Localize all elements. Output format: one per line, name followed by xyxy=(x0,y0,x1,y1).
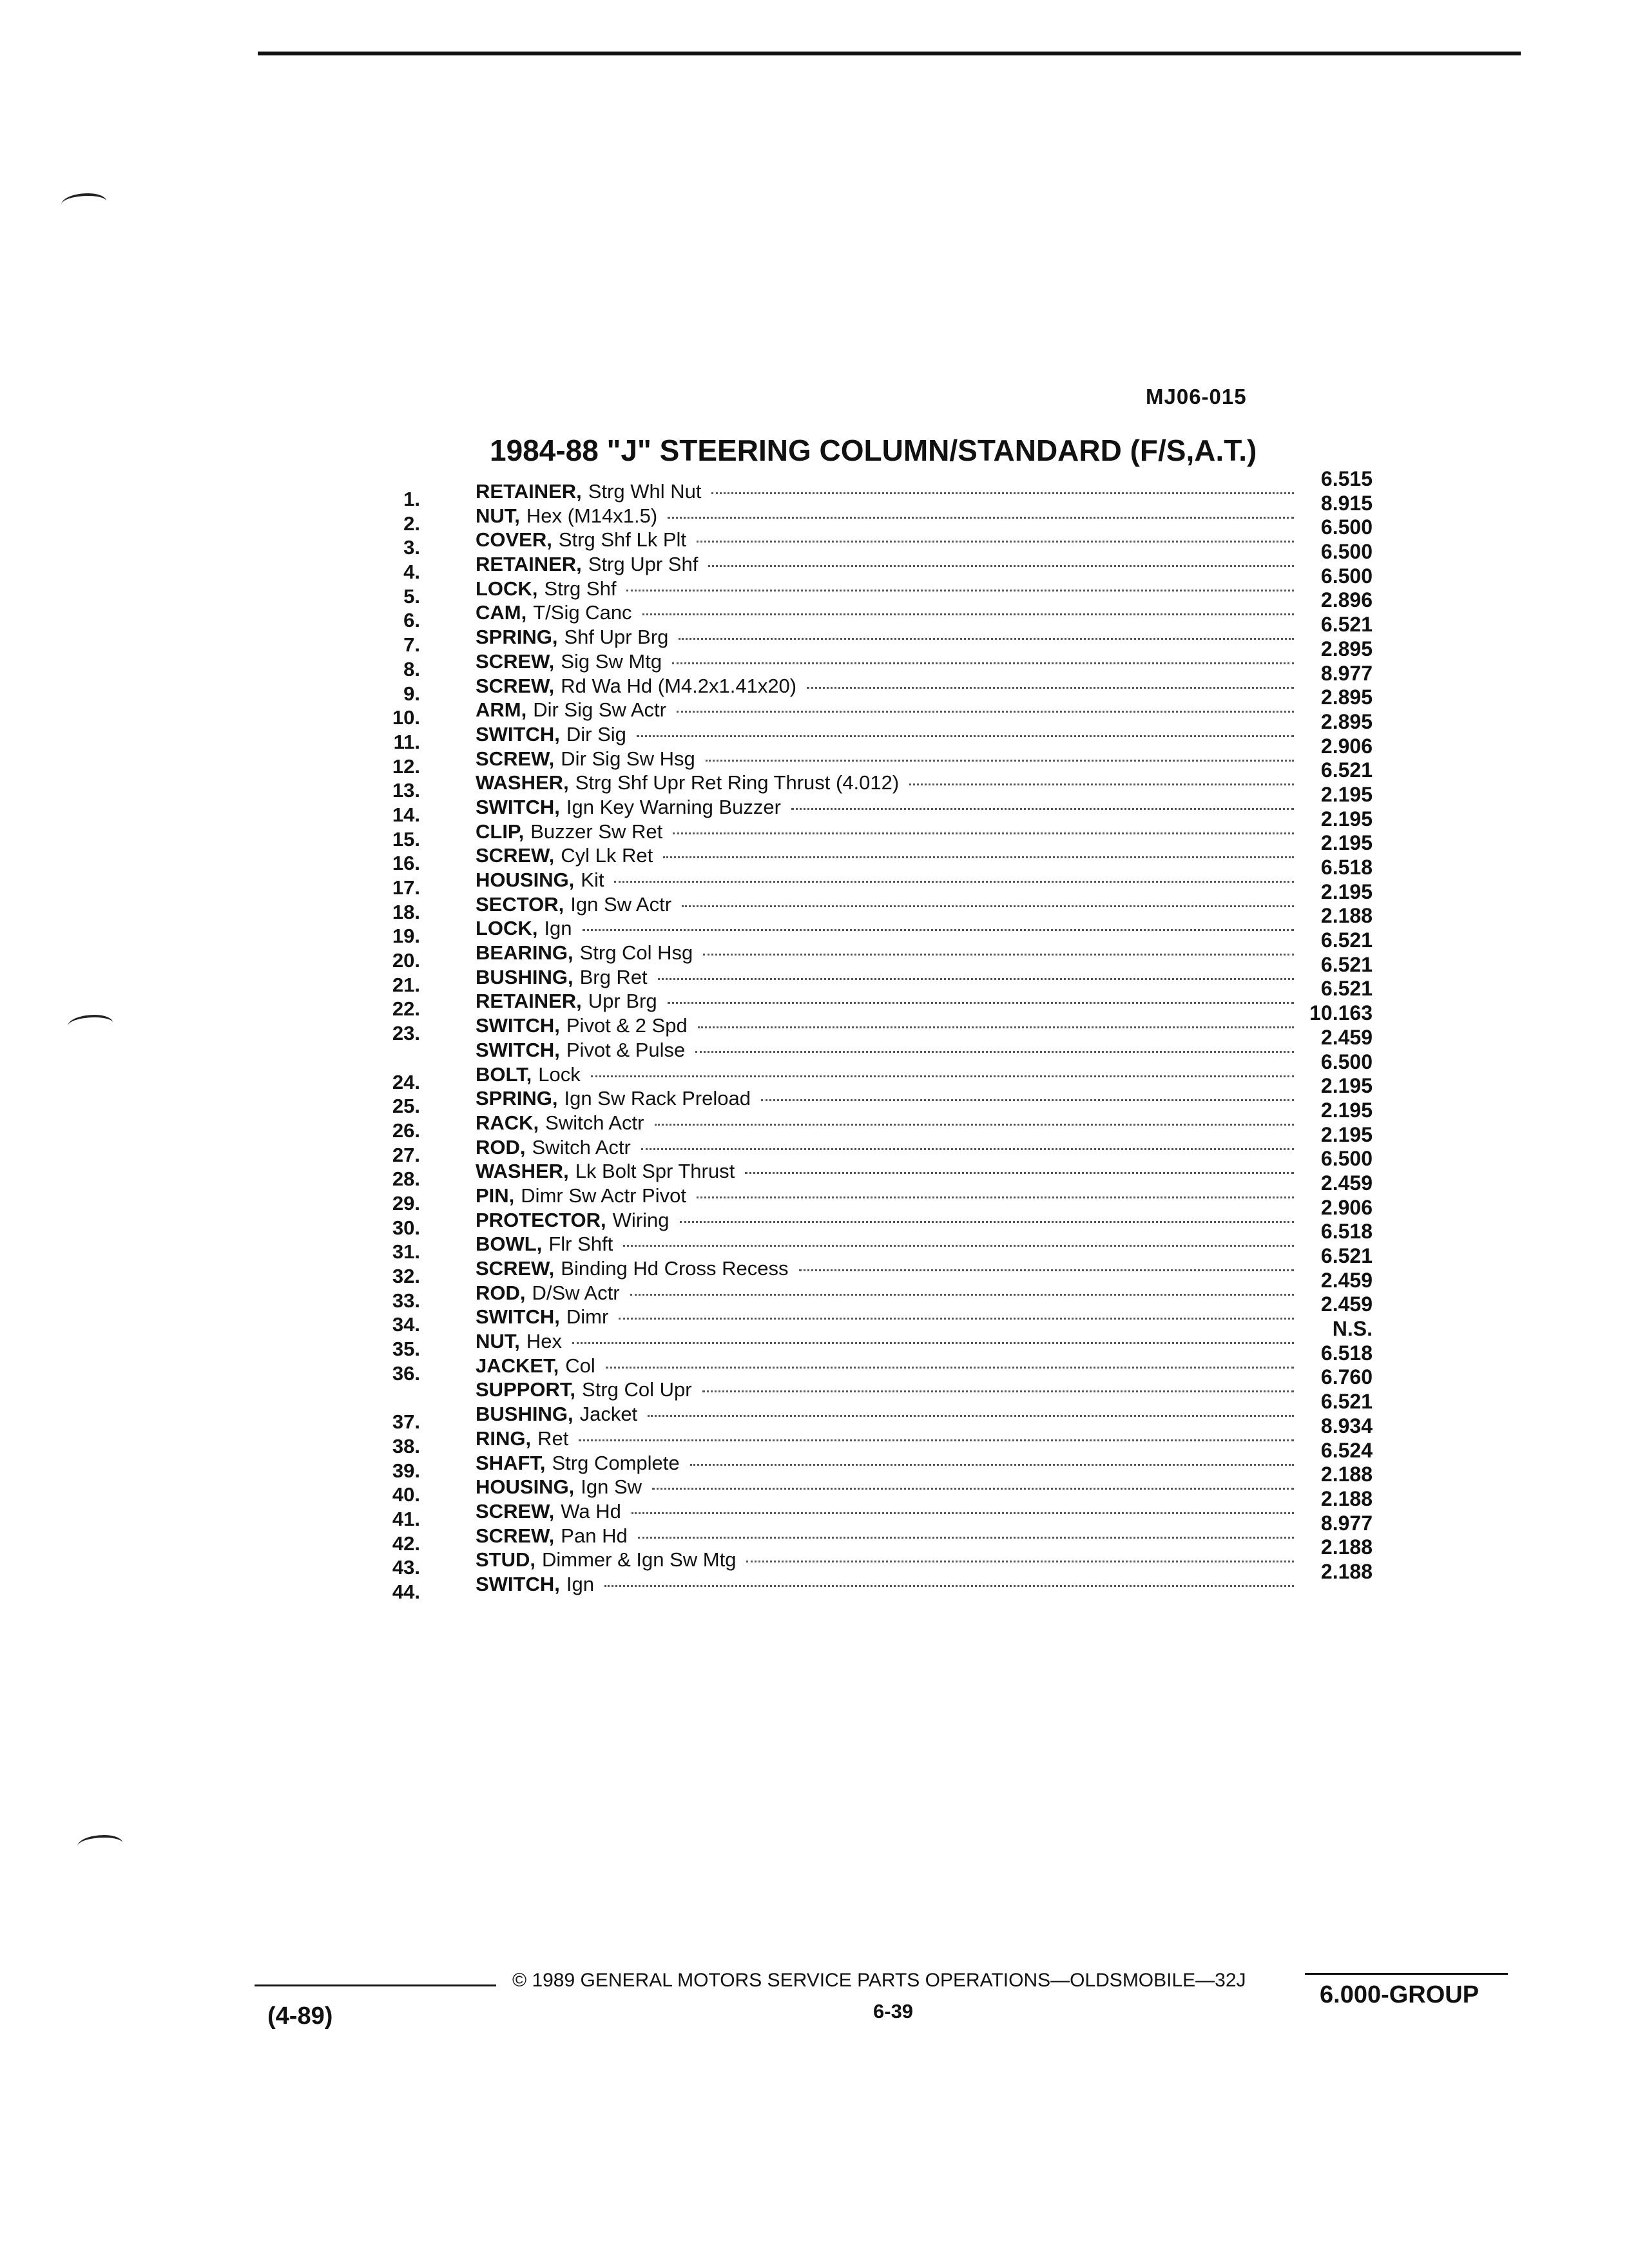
part-description xyxy=(476,480,1294,503)
dot-leader xyxy=(631,1512,1294,1514)
part-number: 38. xyxy=(392,1434,420,1457)
part-name: SWITCH, xyxy=(476,1038,560,1061)
dot-leader xyxy=(614,881,1294,883)
part-number: 32. xyxy=(392,1265,420,1287)
part-name: BUSHING, xyxy=(476,965,574,988)
part-name: RACK, xyxy=(476,1111,539,1134)
group-number: 6.521 xyxy=(1320,1244,1373,1267)
part-detail: Ign Sw xyxy=(581,1475,642,1499)
part-description xyxy=(476,990,1294,1013)
part-description xyxy=(476,1184,1294,1207)
part-description xyxy=(476,820,1294,843)
part-number: 23. xyxy=(392,1022,420,1045)
part-description xyxy=(476,723,1294,746)
group-number: 6.760 xyxy=(1320,1365,1373,1389)
part-name: STUD, xyxy=(476,1548,535,1571)
part-name: NUT, xyxy=(476,1330,520,1353)
part-detail: Cyl Lk Ret xyxy=(561,844,653,867)
dot-leader xyxy=(679,638,1294,640)
dot-leader xyxy=(606,1367,1294,1369)
group-number: 2.459 xyxy=(1320,1268,1373,1292)
part-number: 43. xyxy=(392,1556,420,1579)
group-number: 2.459 xyxy=(1320,1025,1373,1049)
part-number: 26. xyxy=(392,1119,420,1142)
dot-leader xyxy=(807,687,1294,689)
part-detail: Strg Shf xyxy=(544,577,617,600)
part-name: RETAINER, xyxy=(476,553,582,576)
part-description xyxy=(476,1087,1294,1110)
part-detail: Ret xyxy=(537,1427,569,1450)
group-number: 6.521 xyxy=(1320,977,1373,1001)
part-description xyxy=(476,1427,1294,1450)
part-number: 13. xyxy=(392,779,420,802)
part-number: 25. xyxy=(392,1095,420,1118)
dot-leader xyxy=(702,1390,1294,1392)
part-description xyxy=(476,675,1294,698)
dot-leader xyxy=(761,1099,1294,1101)
part-description xyxy=(476,771,1294,794)
part-description xyxy=(476,1209,1294,1232)
dot-leader xyxy=(698,1026,1294,1028)
part-description xyxy=(476,747,1294,771)
part-row xyxy=(374,977,1392,1021)
part-number: 6. xyxy=(403,609,420,632)
part-name: NUT, xyxy=(476,504,520,527)
part-description xyxy=(476,1573,1294,1596)
part-name: COVER, xyxy=(476,528,552,552)
part-number: 24. xyxy=(392,1070,420,1093)
dot-leader xyxy=(672,662,1294,664)
punch-mark xyxy=(61,193,106,213)
part-name: WASHER, xyxy=(476,1160,569,1183)
part-detail: Strg Complete xyxy=(552,1451,680,1474)
group-number: 6.521 xyxy=(1320,613,1373,637)
punch-mark xyxy=(68,1015,113,1034)
dot-leader xyxy=(623,1245,1294,1247)
dot-leader xyxy=(579,1439,1294,1441)
dot-leader xyxy=(682,905,1294,907)
part-description xyxy=(476,626,1294,649)
part-detail: Dimr Sw Actr Pivot xyxy=(521,1184,686,1207)
part-number: 35. xyxy=(392,1338,420,1361)
part-name: SCREW, xyxy=(476,844,555,867)
parts-list xyxy=(374,467,1392,1603)
part-description xyxy=(476,1014,1294,1037)
group-number: 8.977 xyxy=(1320,1511,1373,1535)
part-number: 39. xyxy=(392,1459,420,1482)
group-number: 6.518 xyxy=(1320,856,1373,879)
part-description xyxy=(476,1378,1294,1401)
dot-leader xyxy=(583,929,1294,931)
part-name: BUSHING, xyxy=(476,1403,574,1426)
part-detail: Strg Shf Lk Plt xyxy=(558,528,686,552)
part-number: 1. xyxy=(403,488,420,510)
part-number: 44. xyxy=(392,1580,420,1603)
part-name: SPRING, xyxy=(476,1087,558,1110)
part-name: SCREW, xyxy=(476,747,555,770)
part-number: 22. xyxy=(392,997,420,1021)
group-number: 2.895 xyxy=(1320,709,1373,733)
dot-leader xyxy=(690,1464,1294,1466)
part-detail: Ign Sw Actr xyxy=(570,892,672,916)
dot-leader xyxy=(619,1318,1294,1320)
part-description xyxy=(476,553,1294,576)
dot-leader xyxy=(648,1415,1294,1417)
dot-leader xyxy=(673,832,1294,834)
group-number: 8.915 xyxy=(1320,491,1373,515)
part-description xyxy=(476,1500,1294,1523)
part-name: ROD, xyxy=(476,1281,526,1304)
dot-leader xyxy=(697,1196,1294,1198)
part-description xyxy=(476,1257,1294,1280)
dot-leader xyxy=(668,517,1294,519)
part-name: WASHER, xyxy=(476,771,569,794)
part-name: RETAINER, xyxy=(476,480,582,503)
part-description xyxy=(476,505,1294,528)
part-detail: D/Sw Actr xyxy=(532,1281,620,1304)
dot-leader xyxy=(703,954,1294,956)
part-name: BEARING, xyxy=(476,941,574,965)
part-description xyxy=(476,1475,1294,1499)
part-name: SWITCH, xyxy=(476,1305,560,1329)
part-name: PIN, xyxy=(476,1184,515,1207)
dot-leader xyxy=(909,783,1294,785)
group-number: 2.895 xyxy=(1320,686,1373,709)
group-number: 6.524 xyxy=(1320,1438,1373,1462)
group-number: 10.163 xyxy=(1309,1001,1373,1025)
part-name: SCREW, xyxy=(476,649,555,673)
part-description xyxy=(476,601,1294,624)
part-name: SCREW, xyxy=(476,1524,555,1547)
dot-leader xyxy=(641,1148,1294,1150)
part-description xyxy=(476,577,1294,601)
part-detail: Strg Whl Nut xyxy=(588,480,702,503)
part-number: 14. xyxy=(392,803,420,826)
group-number: 2.188 xyxy=(1320,1535,1373,1559)
part-row xyxy=(374,613,1392,657)
dot-leader xyxy=(745,1172,1294,1174)
part-detail: Dir Sig Sw Actr xyxy=(533,698,666,722)
part-number: 29. xyxy=(392,1191,420,1215)
group-number: 6.500 xyxy=(1320,1147,1373,1171)
group-number: 6.500 xyxy=(1320,564,1373,588)
part-description xyxy=(476,1305,1294,1329)
group-number: N.S. xyxy=(1332,1317,1373,1341)
part-number: 28. xyxy=(392,1168,420,1191)
part-number: 37. xyxy=(392,1410,420,1434)
part-detail: Dir Sig xyxy=(566,722,626,745)
group-number: 6.500 xyxy=(1320,540,1373,564)
group-number: 2.459 xyxy=(1320,1171,1373,1195)
part-number: 4. xyxy=(403,561,420,584)
dot-leader xyxy=(626,590,1294,591)
part-number: 12. xyxy=(392,754,420,778)
footer-rule-left xyxy=(255,1984,496,1986)
group-number: 2.195 xyxy=(1320,831,1373,855)
part-number: 3. xyxy=(403,536,420,559)
part-description xyxy=(476,966,1294,989)
part-name: JACKET, xyxy=(476,1354,559,1377)
part-number: 31. xyxy=(392,1240,420,1264)
part-detail: Buzzer Sw Ret xyxy=(530,820,663,843)
part-detail: Col xyxy=(565,1354,595,1377)
part-detail: Brg Ret xyxy=(579,965,648,988)
part-description xyxy=(476,1233,1294,1256)
dot-leader xyxy=(663,856,1294,858)
part-number: 21. xyxy=(392,973,420,996)
group-number: 2.188 xyxy=(1320,1559,1373,1583)
part-description xyxy=(476,528,1294,552)
part-detail: Wa Hd xyxy=(561,1499,621,1523)
part-description xyxy=(476,844,1294,867)
part-detail: Strg Shf Upr Ret Ring Thrust (4.012) xyxy=(575,771,900,794)
part-number: 19. xyxy=(392,925,420,948)
part-detail: Dir Sig Sw Hsg xyxy=(561,747,695,770)
copyright-text: © 1989 GENERAL MOTORS SERVICE PARTS OPERATIONS—OLDSMOBILE—32J xyxy=(512,1970,1246,1991)
dot-leader xyxy=(630,1294,1294,1296)
part-description xyxy=(476,941,1294,965)
part-name: PROTECTOR, xyxy=(476,1208,606,1231)
part-number: 11. xyxy=(393,730,420,753)
part-detail: T/Sig Canc xyxy=(533,601,632,624)
group-number: 6.500 xyxy=(1320,1050,1373,1073)
group-number: 2.906 xyxy=(1320,734,1373,758)
part-name: RETAINER, xyxy=(476,990,582,1013)
part-detail: Pan Hd xyxy=(561,1524,628,1547)
dot-leader xyxy=(655,1124,1295,1126)
part-description xyxy=(476,1063,1294,1086)
part-detail: Upr Brg xyxy=(588,990,657,1013)
part-description xyxy=(476,1403,1294,1426)
page-number: 6-39 xyxy=(873,2000,914,2023)
part-description xyxy=(476,1111,1294,1135)
group-number: 6.515 xyxy=(1320,467,1373,490)
part-number: 27. xyxy=(392,1143,420,1166)
part-name: BOWL, xyxy=(476,1233,543,1256)
part-detail: Lock xyxy=(538,1062,581,1086)
group-number: 8.934 xyxy=(1320,1414,1373,1437)
dot-leader xyxy=(591,1075,1294,1077)
part-name: SPRING, xyxy=(476,626,558,649)
part-description xyxy=(476,796,1294,819)
dot-leader xyxy=(668,1002,1294,1004)
group-number: 2.195 xyxy=(1320,782,1373,806)
dot-leader xyxy=(604,1585,1294,1587)
page-title: 1984-88 "J" STEERING COLUMN/STANDARD (F/S,A.T.) xyxy=(490,434,1257,467)
part-detail: Lk Bolt Spr Thrust xyxy=(575,1160,735,1183)
part-description xyxy=(476,1160,1294,1183)
part-detail: Shf Upr Brg xyxy=(564,626,669,649)
part-description xyxy=(476,1524,1294,1548)
part-number: 20. xyxy=(392,949,420,972)
part-detail: Hex (M14x1.5) xyxy=(526,504,658,527)
doc-code: MJ06-015 xyxy=(1146,385,1247,408)
dot-leader xyxy=(638,1537,1294,1539)
dot-leader xyxy=(708,565,1294,567)
part-detail: Flr Shft xyxy=(548,1233,613,1256)
dot-leader xyxy=(711,492,1294,494)
group-number: 2.906 xyxy=(1320,1195,1373,1219)
part-row xyxy=(374,1390,1392,1434)
part-number: 40. xyxy=(392,1483,420,1506)
part-row xyxy=(374,467,1392,510)
group-number: 6.521 xyxy=(1320,928,1373,952)
dot-leader xyxy=(697,541,1294,543)
part-number: 42. xyxy=(392,1532,420,1555)
part-name: SUPPORT, xyxy=(476,1378,576,1401)
part-description xyxy=(476,917,1294,940)
part-detail: Strg Col Hsg xyxy=(579,941,693,965)
footer-rule-right xyxy=(1305,1973,1508,1975)
part-name: HOUSING, xyxy=(476,869,575,891)
revision-date: (4-89) xyxy=(267,2003,333,2030)
dot-leader xyxy=(680,1221,1294,1223)
part-number: 5. xyxy=(403,584,420,608)
part-name: ARM, xyxy=(476,698,527,722)
part-name: CAM, xyxy=(476,601,527,624)
punch-mark xyxy=(77,1835,122,1854)
part-detail: Jacket xyxy=(579,1403,638,1426)
part-name: SECTOR, xyxy=(476,892,564,916)
group-number: 2.195 xyxy=(1320,1074,1373,1098)
top-rule xyxy=(258,52,1521,55)
part-number: 17. xyxy=(392,876,420,899)
part-name: SWITCH, xyxy=(476,1572,560,1595)
group-number: 2.188 xyxy=(1320,904,1373,928)
group-number: 2.459 xyxy=(1320,1293,1373,1316)
part-number: 36. xyxy=(392,1361,420,1385)
group-number: 6.518 xyxy=(1320,1220,1373,1244)
part-detail: Ign Sw Rack Preload xyxy=(564,1087,751,1110)
group-number: 2.896 xyxy=(1320,588,1373,612)
part-description xyxy=(476,650,1294,673)
part-name: ROD, xyxy=(476,1135,526,1158)
part-number: 33. xyxy=(392,1289,420,1312)
part-detail: Pivot & 2 Spd xyxy=(566,1014,688,1037)
part-description xyxy=(476,1330,1294,1353)
part-name: HOUSING, xyxy=(476,1475,575,1499)
part-description xyxy=(476,1136,1294,1159)
part-detail: Wiring xyxy=(612,1208,670,1231)
part-number: 16. xyxy=(392,852,420,875)
part-name: BOLT, xyxy=(476,1062,532,1086)
part-detail: Pivot & Pulse xyxy=(566,1038,686,1061)
part-detail: Switch Actr xyxy=(545,1111,644,1134)
part-name: SWITCH, xyxy=(476,795,560,818)
part-description xyxy=(476,698,1294,722)
group-number: 2.195 xyxy=(1320,807,1373,831)
group-number: 2.195 xyxy=(1320,1098,1373,1122)
part-name: CLIP, xyxy=(476,820,525,843)
group-number: 2.195 xyxy=(1320,879,1373,903)
part-detail: Sig Sw Mtg xyxy=(561,649,662,673)
part-detail: Kit xyxy=(581,869,604,891)
part-name: SWITCH, xyxy=(476,722,560,745)
part-number: 10. xyxy=(392,706,420,729)
dot-leader xyxy=(677,711,1294,713)
part-description xyxy=(476,1282,1294,1305)
part-name: LOCK, xyxy=(476,917,538,940)
dot-leader xyxy=(572,1342,1294,1344)
dot-leader xyxy=(695,1051,1294,1053)
part-detail: Switch Actr xyxy=(532,1135,631,1158)
part-detail: Rd Wa Hd (M4.2x1.41x20) xyxy=(561,674,797,697)
group-number: 8.977 xyxy=(1320,661,1373,685)
part-row xyxy=(374,1050,1392,1093)
part-name: LOCK, xyxy=(476,577,538,600)
group-number: 6.500 xyxy=(1320,515,1373,539)
part-name: SCREW, xyxy=(476,1499,555,1523)
dot-leader xyxy=(746,1561,1294,1562)
part-description xyxy=(476,893,1294,916)
part-number: 18. xyxy=(392,900,420,923)
group-code: 6.000-GROUP xyxy=(1320,1981,1480,2008)
dot-leader xyxy=(652,1488,1294,1490)
part-description xyxy=(476,1354,1294,1378)
group-number: 6.521 xyxy=(1320,758,1373,782)
group-number: 2.188 xyxy=(1320,1463,1373,1486)
dot-leader xyxy=(791,808,1294,810)
part-number: 41. xyxy=(392,1507,420,1530)
part-number: 15. xyxy=(392,827,420,850)
part-number: 9. xyxy=(403,682,420,705)
part-name: SWITCH, xyxy=(476,1014,560,1037)
group-number: 6.518 xyxy=(1320,1341,1373,1365)
part-number: 30. xyxy=(392,1216,420,1239)
dot-leader xyxy=(637,735,1294,737)
part-name: SCREW, xyxy=(476,674,555,697)
group-number: 2.895 xyxy=(1320,637,1373,660)
part-detail: Hex xyxy=(526,1330,563,1353)
part-number: 34. xyxy=(392,1313,420,1336)
group-number: 2.188 xyxy=(1320,1486,1373,1510)
part-number: 2. xyxy=(403,512,420,535)
dot-leader xyxy=(658,978,1294,980)
part-description xyxy=(476,1548,1294,1571)
part-detail: Strg Col Upr xyxy=(582,1378,692,1401)
part-description xyxy=(476,869,1294,892)
part-name: SHAFT, xyxy=(476,1451,546,1474)
part-detail: Ign xyxy=(544,917,572,940)
part-description xyxy=(476,1452,1294,1475)
dot-leader xyxy=(799,1269,1295,1271)
group-number: 6.521 xyxy=(1320,952,1373,976)
part-detail: Dimr xyxy=(566,1305,609,1329)
part-detail: Ign Key Warning Buzzer xyxy=(566,795,781,818)
part-detail: Strg Upr Shf xyxy=(588,553,699,576)
part-number: 7. xyxy=(403,633,420,657)
group-number: 6.521 xyxy=(1320,1390,1373,1414)
part-description xyxy=(476,1039,1294,1062)
part-number: 8. xyxy=(403,657,420,680)
dot-leader xyxy=(706,760,1294,762)
dot-leader xyxy=(642,613,1294,615)
group-number: 2.195 xyxy=(1320,1122,1373,1146)
part-detail: Dimmer & Ign Sw Mtg xyxy=(542,1548,737,1571)
part-detail: Binding Hd Cross Recess xyxy=(561,1257,789,1280)
part-name: RING, xyxy=(476,1427,532,1450)
part-detail: Ign xyxy=(566,1572,594,1595)
part-row xyxy=(374,686,1392,729)
part-name: SCREW, xyxy=(476,1257,555,1280)
